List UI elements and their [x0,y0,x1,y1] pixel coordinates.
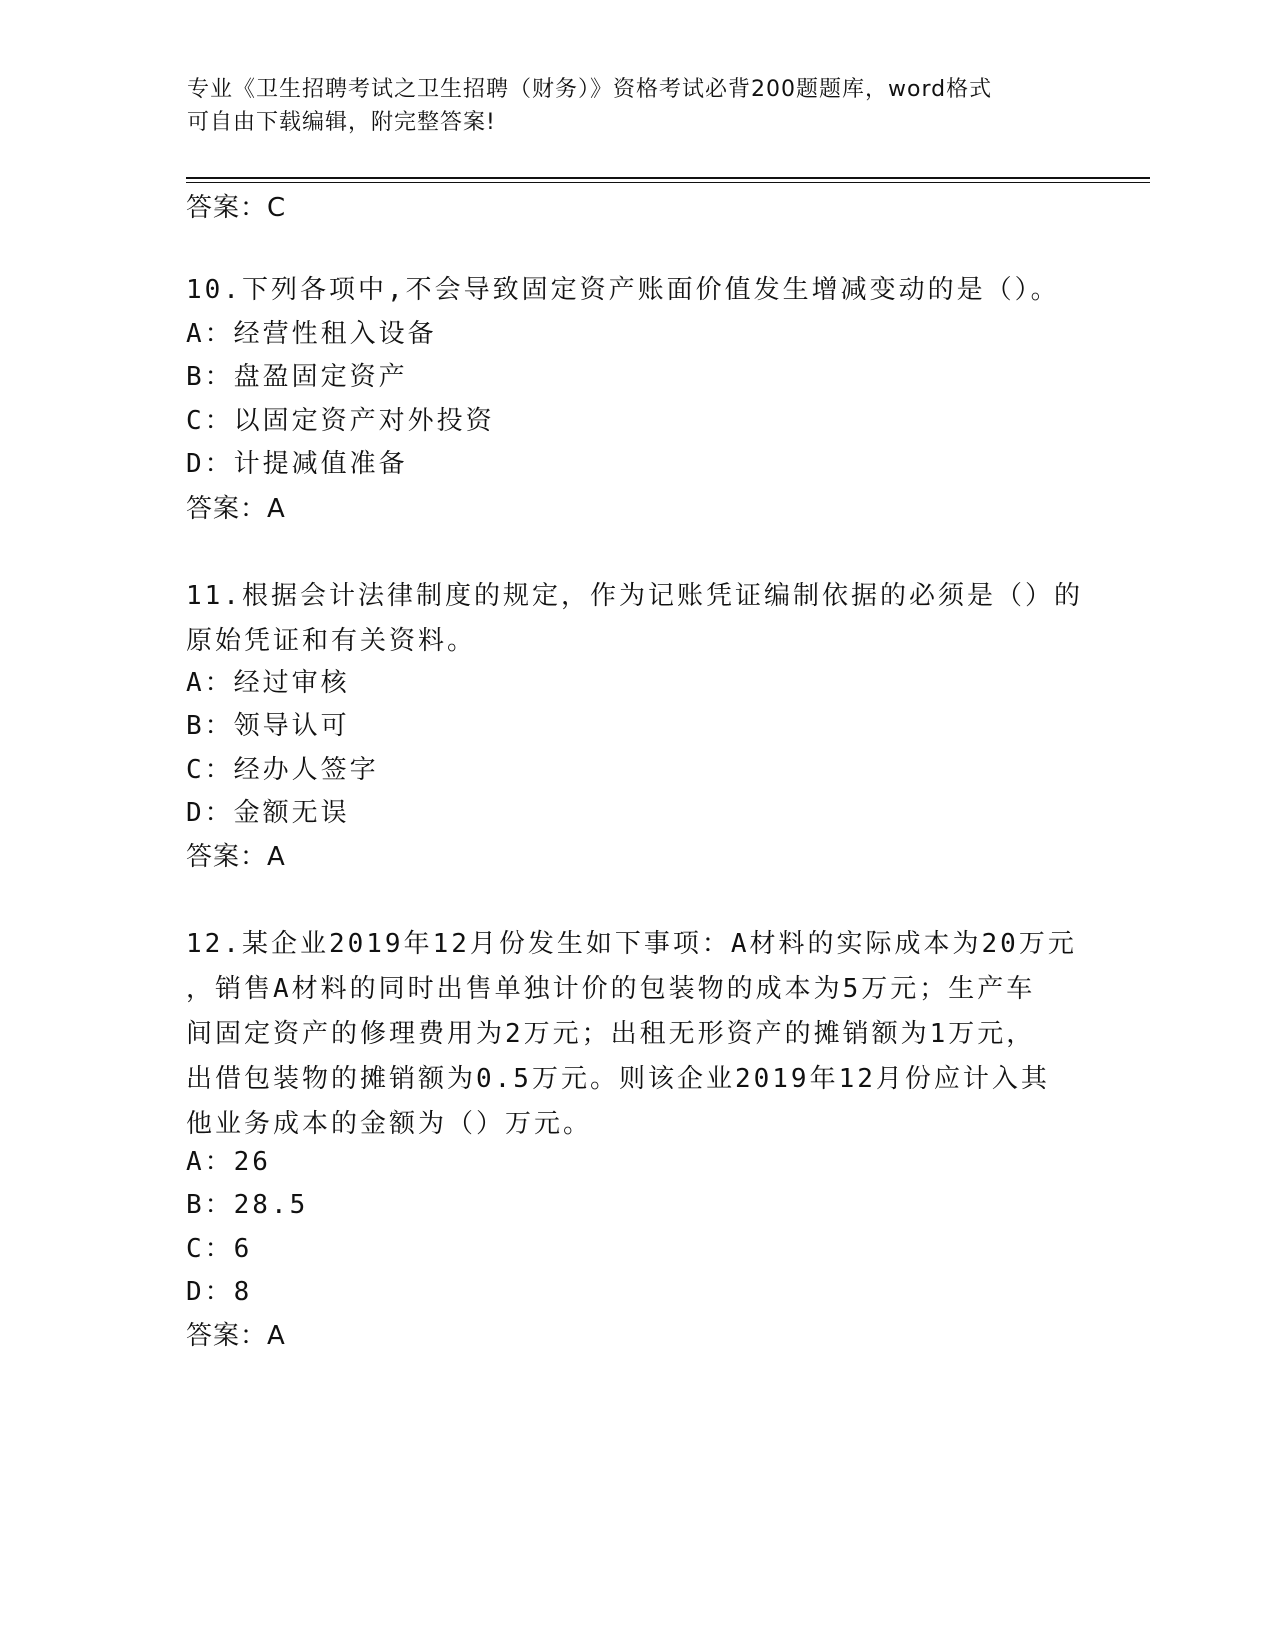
question-line: 11.根据会计法律制度的规定，作为记账凭证编制依据的必须是（）的 [186,581,1083,611]
option-d: D：金额无误 [186,798,350,828]
header-divider-thick [186,177,1150,179]
option-b: B：领导认可 [186,711,350,741]
option-a: A：26 [186,1147,271,1177]
question-12 [186,922,1086,1147]
option-d: D：计提减值准备 [186,449,408,479]
header-line-1: 专业《卫生招聘考试之卫生招聘（财务）》资格考试必背200题题库，word格式 [187,77,993,102]
option-c: C：经办人签字 [186,755,379,785]
option-b: B：盘盈固定资产 [186,362,408,392]
question-line: 他业务成本的金额为（）万元。 [186,1109,593,1139]
question-11 [186,574,1086,664]
header-line-2: 可自由下载编辑，附完整答案! [187,110,496,135]
question-line: ，销售A材料的同时出售单独计价的包装物的成本为5万元；生产车 [186,974,1036,1004]
question-line: 原始凭证和有关资料。 [186,626,477,656]
question-10 [186,268,1086,313]
question-line: 出借包装物的摊销额为0.5万元。则该企业2019年12月份应计入其 [186,1064,1050,1094]
question-line: 12.某企业2019年12月份发生如下事项：A材料的实际成本为20万元 [186,929,1077,959]
answer-11: 答案：A [186,842,286,872]
option-d: D：8 [186,1277,253,1307]
answer-10: 答案：A [186,494,286,524]
answer-prev: 答案：C [186,193,287,223]
option-c: C：6 [186,1234,253,1264]
answer-12: 答案：A [186,1321,286,1351]
option-a: A：经营性租入设备 [186,319,437,349]
document-header [187,73,1087,139]
question-line: 10.下列各项中,不会导致固定资产账面价值发生增减变动的是（）。 [186,275,1060,305]
question-line: 间固定资产的修理费用为2万元；出租无形资产的摊销额为1万元， [186,1019,1036,1049]
option-a: A：经过审核 [186,668,350,698]
header-divider-thin [186,182,1150,183]
option-c: C：以固定资产对外投资 [186,406,495,436]
option-b: B：28.5 [186,1190,309,1220]
